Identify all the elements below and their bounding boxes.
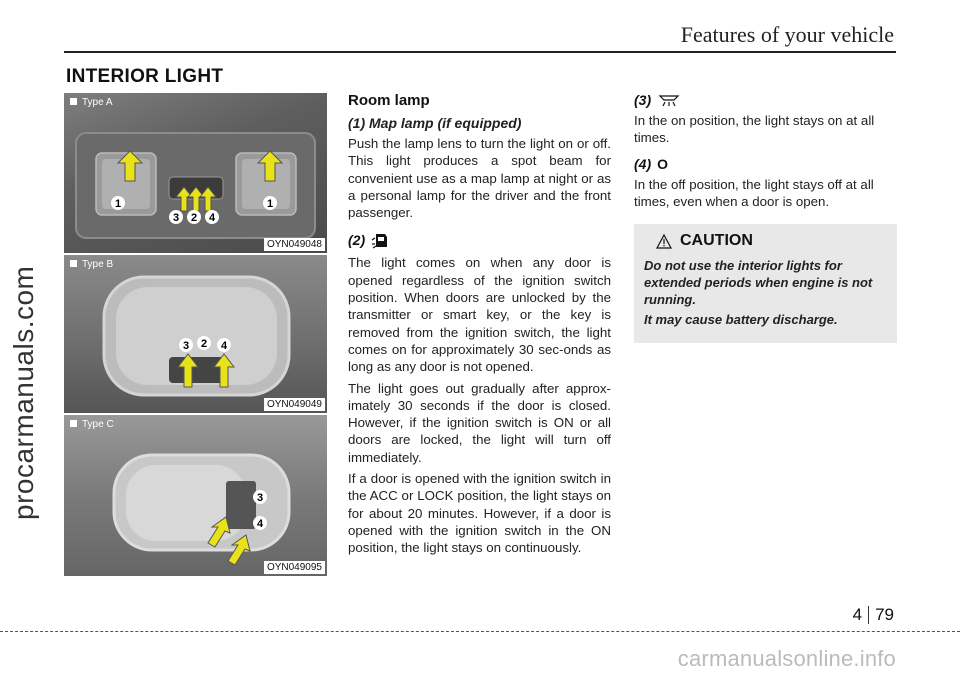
door-position-para-2: The light goes out gradually after approx-imately 30 seconds if the door is closed. However, if the ignition switch is ON or all doors are locked, the light will turn off immediately. [348,380,611,465]
section-title: INTERIOR LIGHT [66,66,224,87]
on-position-text: In the on position, the light stays on at all times. [634,113,875,146]
callout-2: 2 [190,212,198,224]
off-position-heading [634,156,897,172]
figure-label [70,259,113,270]
figure-label [70,419,114,430]
footer-watermark: carmanualsonline.info [677,646,896,671]
map-lamp-title: (1) Map lamp (if equipped) [348,115,522,131]
caution-title-text: CAUTION [680,232,753,250]
figure-label [70,97,113,108]
figure-code: OYN049049 [264,398,325,411]
callout-3: 3 [182,340,190,352]
warning-icon [656,234,672,249]
page-number-value: 79 [875,605,894,624]
callout-4: 4 [208,212,216,224]
on-position-number: (3) [634,92,652,108]
type-b-illustration [64,255,327,415]
door-position-number: (2) [348,232,366,249]
off-symbol: O [657,155,669,172]
page-number [853,605,894,625]
door-lamp-icon [371,230,391,250]
callout-4: 4 [220,340,228,352]
chapter-number: 4 [852,605,863,624]
door-position-heading [348,230,611,250]
door-position-para-1: The light comes on when any door is opened regardless of the ignition switch position. When doors are unlocked by the transmitter or smart key, or the key is removed from the ignition switch, the light comes on for approximately 30 sec-onds as long as any door is not opened. [348,255,611,375]
callout-2: 2 [200,338,208,350]
figure-type-a [64,93,327,255]
callout-1-left: 1 [114,198,122,210]
page-separator [868,606,869,624]
caution-line-1: Do not use the interior lights for extended periods when engine is not running. [644,258,873,308]
type-a-illustration [64,93,327,255]
on-position-heading [634,92,897,108]
figure-type-c [64,415,327,578]
figure-code: OYN049095 [264,561,325,574]
footer-rule [0,631,960,632]
caution-line-2: It may cause battery discharge. [644,312,838,328]
door-position-para-3: If a door is opened with the ignition switch in the ACC or LOCK position, the light stays on for about 20 minutes. However, if a door is opened with the ignition switch in the ON position, the light stays on continuously. [348,471,611,556]
square-bullet-icon [70,260,77,267]
callout-3: 3 [256,492,264,504]
figure-label-text: Type C [82,419,114,430]
room-lamp-column [348,92,611,561]
square-bullet-icon [70,98,77,105]
off-position-number: (4) [634,155,652,172]
callout-1-right: 1 [266,198,274,210]
callout-4: 4 [256,518,264,530]
figure-type-b [64,255,327,415]
figure-code: OYN049048 [264,238,325,251]
header-rule [64,51,896,53]
type-c-illustration [64,415,327,578]
off-position-text: In the off position, the light stays off at all times, even when a door is open. [634,176,874,209]
header-title: Features of your vehicle [680,22,894,47]
room-lamp-title: Room lamp [348,92,430,109]
figure-label-text: Type A [82,97,113,108]
square-bullet-icon [70,420,77,427]
callout-3: 3 [172,212,180,224]
caution-title [656,232,889,250]
lamp-on-icon [657,93,681,107]
figure-label-text: Type B [82,259,114,270]
caution-box [634,224,897,343]
figures-column [64,93,327,578]
positions-column [634,92,897,343]
map-lamp-text: Push the lamp lens to turn the light on or off. This light produces a spot beam for convenient use as a map lamp at night or as a personal lamp for the driver and the front passenger. [348,136,611,221]
